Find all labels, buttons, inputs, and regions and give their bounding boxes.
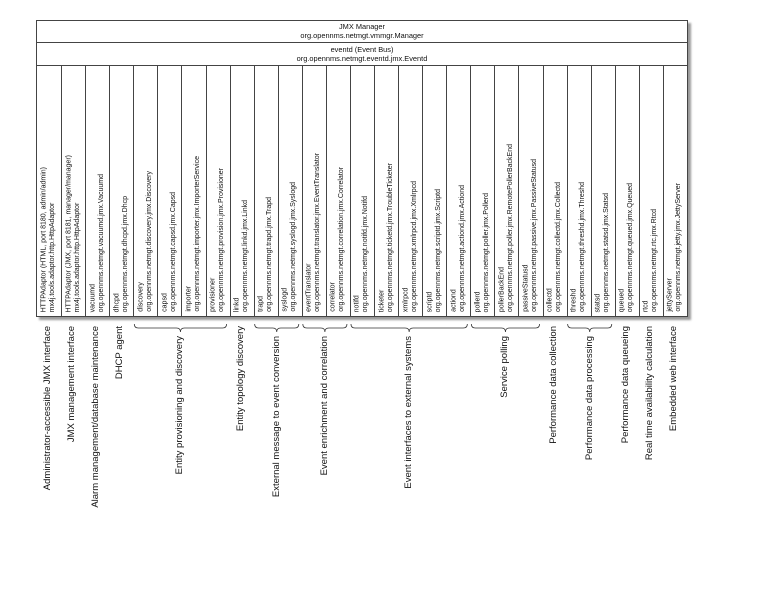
category-label: Service polling — [499, 336, 511, 398]
service-name: queued — [618, 288, 626, 312]
service-class: org.opennms.netmgt.poller.jmx.Pollerd — [482, 192, 490, 312]
category-brace — [255, 324, 299, 332]
service-name: discovery — [137, 282, 145, 312]
service-class: org.opennms.netmgt.trapd.jmx.Trapd — [266, 197, 274, 312]
category-label: Administrator-accessible JMX interface — [42, 326, 54, 491]
service-class: org.opennms.netmgt.poller.jmx.RemotePollerBackEnd — [506, 143, 514, 312]
service-class: org.opennms.netmgt.capsd.jmx.Capsd — [169, 192, 177, 312]
category-label: External message to event conversion — [270, 336, 282, 498]
service-name: threshd — [570, 288, 578, 312]
category-label: Event interfaces to external systems — [403, 336, 415, 489]
service-class: org.opennms.netmgt.rtc.jmx.Rtcd — [651, 208, 659, 312]
service-name: ticketer — [377, 289, 385, 312]
jmx-manager-title: JMX Manager — [338, 22, 385, 31]
eventd-title: eventd (Event Bus) — [330, 45, 394, 54]
service-class: org.opennms.netmgt.translator.jmx.EventTranslator — [314, 153, 322, 312]
category-label: JMX management interface — [66, 326, 78, 443]
category-label: Alarm management/database maintenance — [90, 326, 102, 508]
category-label: Entity topology discovery — [234, 326, 246, 432]
service-name: dhcpd — [113, 292, 121, 312]
jmx-manager-class: org.opennms.netmgt.vmmgr.Manager — [300, 31, 424, 40]
category-label: DHCP agent — [114, 326, 126, 380]
service-name: linkd — [233, 297, 241, 312]
service-class: org.opennms.netmgt.threshd.jmx.Threshd — [579, 182, 587, 312]
service-class: org.opennms.netmgt.ticketd.jmx.TroubleTicketer — [386, 162, 394, 312]
category-label: Performance data processing — [583, 336, 595, 461]
service-class: org.opennms.netmgt.xmlrpcd.jmx.Xmlrpcd — [410, 180, 418, 312]
service-class: org.opennms.netmgt.vacuumd.jmx.Vacuumd — [97, 173, 105, 312]
service-name: passiveStatusd — [522, 264, 530, 312]
category-brace — [351, 324, 467, 332]
service-class: org.opennms.netmgt.syslogd.jmx.Syslogd — [290, 182, 298, 312]
category-label: Performance data collection — [547, 326, 559, 444]
service-name: rtcd — [642, 300, 650, 312]
category-label: Real time availability calculation — [643, 326, 655, 461]
service-class: org.opennms.netmgt.collectd.jmx.Collectd — [555, 182, 563, 312]
category-label: Event enrichment and correlation — [318, 336, 330, 476]
category-brace — [303, 324, 347, 332]
service-name: HTTPAdaptor (HTML, port 8180, admin/admin) — [40, 166, 48, 312]
service-class: mx4j.tools.adaptor.http.HttpAdaptor — [49, 202, 57, 312]
service-class: org.opennms.netmgt.provision.jmx.Provisioner — [218, 168, 226, 312]
category-label: Embedded web interface — [667, 326, 679, 432]
service-class: mx4j.tools.adaptor.http.HttpAdaptor — [73, 202, 81, 312]
category-label: Performance data queueing — [619, 326, 631, 444]
service-class: org.opennms.netmgt.jetty.jmx.JettyServer — [675, 183, 683, 312]
service-name: provisioner — [209, 277, 217, 312]
category-label: Entity provisioning and discovery — [174, 336, 186, 475]
service-name: vacuumd — [89, 283, 97, 312]
service-name: collectd — [546, 288, 554, 312]
service-name: pollerd — [474, 290, 482, 312]
service-class: org.opennms.netmgt.importer.jmx.ImporterService — [193, 156, 201, 312]
service-class: org.opennms.netmgt.passive.jmx.PassiveStatusd — [531, 159, 538, 312]
service-class: org.opennms.netmgt.statsd.jmx.Statsd — [603, 192, 611, 312]
service-name: HTTPAdaptor (JMX, port 8181, manager/manager) — [65, 154, 72, 312]
service-class: org.opennms.netmgt.linkd.jmx.Linkd — [242, 199, 250, 312]
service-name: correlator — [329, 282, 337, 312]
category-brace — [134, 324, 226, 332]
service-name: capsd — [161, 293, 169, 312]
service-name: syslogd — [281, 288, 289, 312]
category-brace — [568, 324, 612, 332]
service-class: org.opennms.netmgt.queued.jmx.Queued — [627, 182, 635, 312]
service-name: importer — [185, 286, 193, 312]
service-class: org.opennms.netmgt.actiond.jmx.Actiond — [458, 185, 466, 312]
service-class: org.opennms.netmgt.correlation.jmx.Correlator — [338, 167, 346, 312]
service-name: notifd — [353, 294, 361, 312]
service-name: xmlrpcd — [402, 287, 410, 312]
service-class: org.opennms.netmgt.dhcpd.jmx.Dhcp — [121, 195, 129, 312]
service-name: jettyServer — [666, 278, 674, 312]
service-class: org.opennms.netmgt.scriptd.jmx.Scriptd — [434, 188, 442, 312]
service-name: eventTranslator — [305, 263, 313, 312]
category-brace — [471, 324, 539, 332]
eventd-class: org.opennms.netmgt.eventd.jmx.Eventd — [296, 54, 428, 63]
service-class: org.opennms.netmgt.discovery.jmx.Discovery — [145, 171, 153, 312]
service-name: pollerBackEnd — [498, 266, 506, 312]
service-class: org.opennms.netmgt.notifd.jmx.Notifd — [362, 195, 370, 312]
service-name: actiond — [450, 289, 458, 312]
service-name: statsd — [594, 293, 602, 312]
service-name: scriptd — [426, 291, 434, 312]
service-name: trapd — [257, 296, 265, 312]
